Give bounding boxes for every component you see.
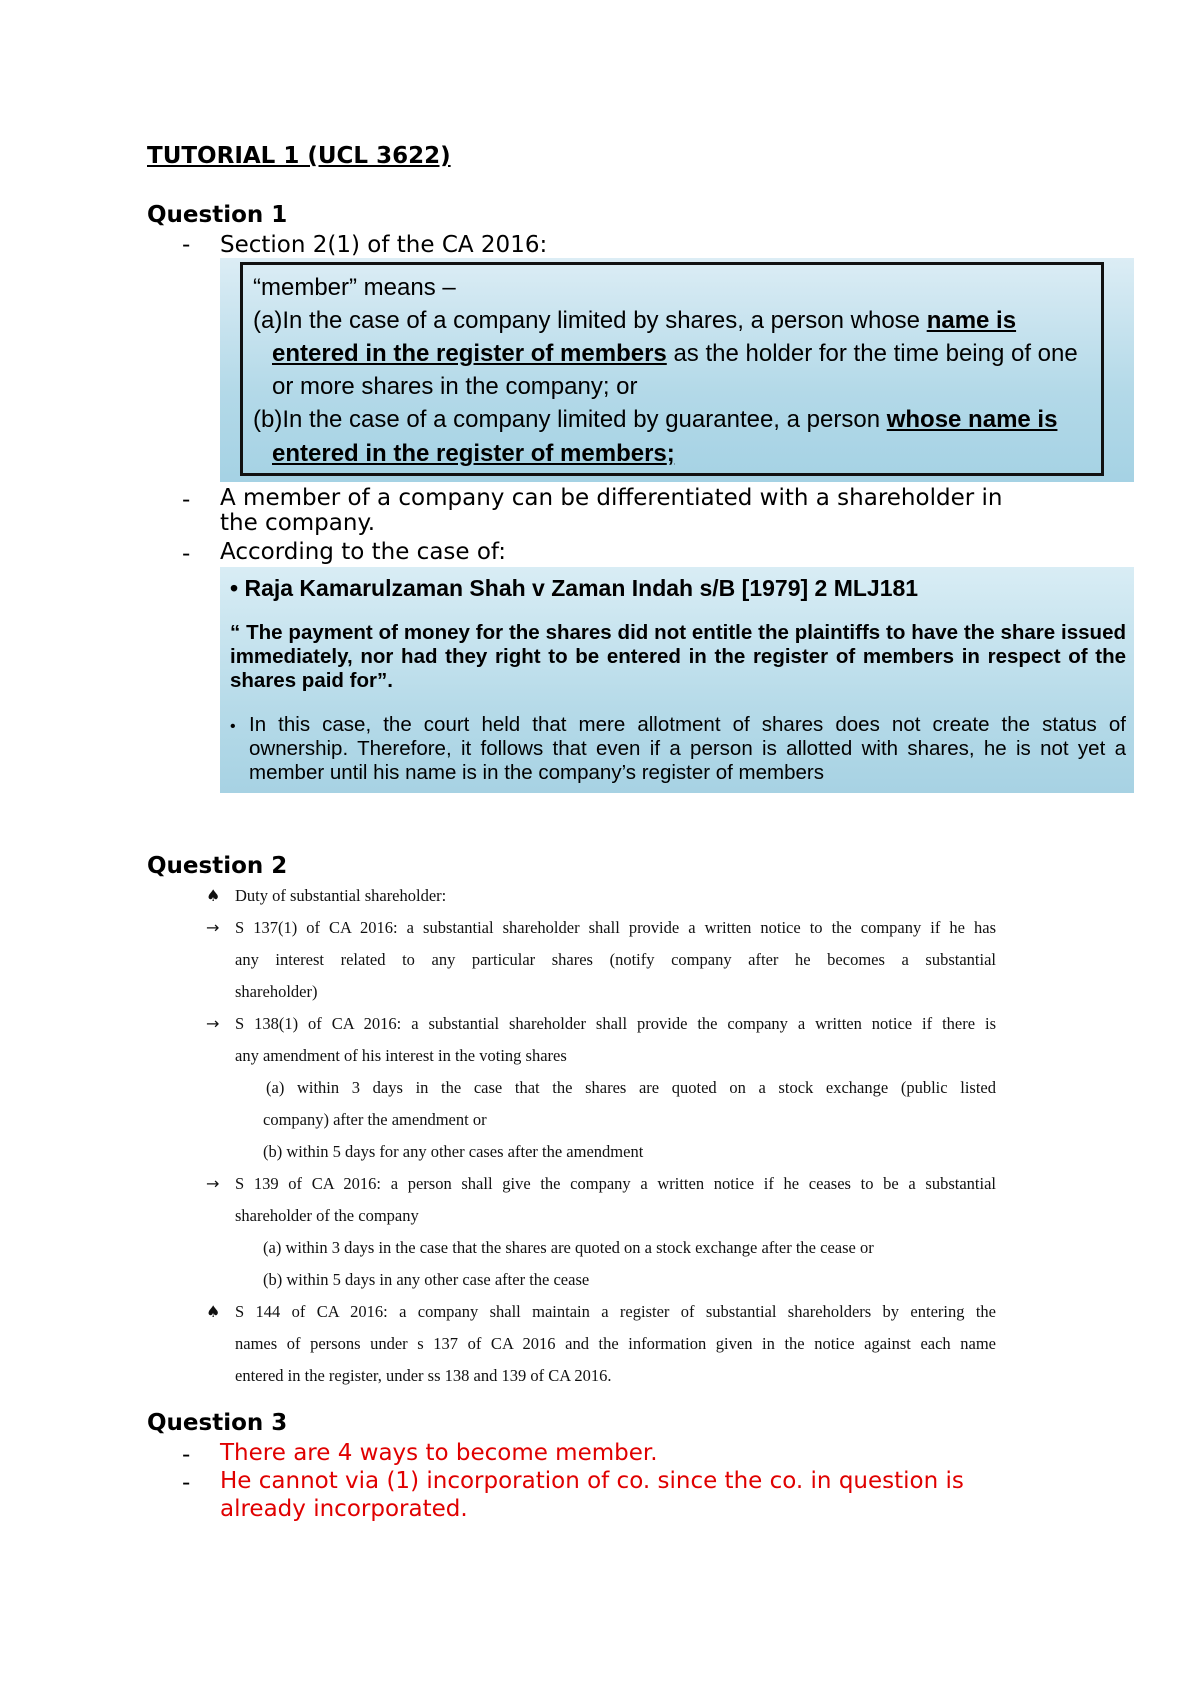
case-note: In this case, the court held that mere allotment of shares does not create the status of ownership. Therefore, it follows that even if a person is allotted with shares, he is not yet a member until his name is in the company’s register of members [249, 713, 1126, 784]
q3-bullet-incorporation [220, 1467, 964, 1524]
dash-marker: - [182, 541, 191, 567]
q1-bullet-case: According to the case of: [220, 539, 506, 565]
s144-line1: S 144 of CA 2016: a company shall maintain a register of substantial shareholders by entering the [235, 1302, 996, 1321]
spade-icon: ♠ [206, 1302, 221, 1321]
definition-b-emphasis: whose name is [886, 406, 1058, 433]
definition-b-label: (b) [253, 406, 283, 433]
definition-a-label: (a) [253, 307, 283, 334]
definition-b-line2 [272, 440, 675, 468]
definition-a-text: In the case of a company limited by shares, a person whose [282, 307, 927, 334]
s138-b: (b) within 5 days for any other cases after the amendment [263, 1142, 644, 1161]
s139-b: (b) within 5 days in any other case after the cease [263, 1270, 590, 1289]
question-2-heading: Question 2 [147, 853, 288, 879]
q3-bullet-incorporation-line1: He cannot via (1) incorporation of co. since the co. in question is [220, 1468, 964, 1494]
definition-a-emphasis: name is [926, 307, 1017, 334]
definition-b-text: In the case of a company limited by guarantee, a person [282, 406, 887, 433]
arrow-right-icon: → [206, 918, 220, 937]
case-citation: Raja Kamarulzaman Shah v Zaman Indah s/B [1979] 2 MLJ181 [244, 575, 919, 601]
s144-line2: names of persons under s 137 of CA 2016 and the information given in the notice against each name [235, 1334, 996, 1353]
question-1-heading: Question 1 [147, 202, 288, 228]
definition-a-text-2: as the holder for the time being of one [666, 340, 1078, 367]
definition-intro: “member” means – [253, 274, 456, 301]
definition-b-text-2: ; [666, 440, 675, 467]
s138-line1: S 138(1) of CA 2016: a substantial shareholder shall provide the company a written notice if there is [235, 1014, 996, 1033]
q3-bullet-ways: There are 4 ways to become member. [220, 1440, 658, 1466]
s144-line3: entered in the register, under ss 138 and 139 of CA 2016. [235, 1366, 612, 1385]
q1-bullet-section: Section 2(1) of the CA 2016: [220, 232, 548, 258]
dash-marker: - [182, 232, 191, 258]
definition-b-emphasis-2: entered in the register of members [272, 440, 667, 467]
spade-icon: ♠ [206, 886, 221, 905]
definition-a-line3: or more shares in the company; or [272, 373, 638, 400]
s139-line2: shareholder of the company [235, 1206, 419, 1225]
q1-bullet-differentiate [220, 484, 1002, 538]
s139-line1: S 139 of CA 2016: a person shall give the company a written notice if he ceases to be a substantial [235, 1174, 996, 1193]
dash-marker: - [182, 1470, 191, 1496]
definition-a-emphasis-2: entered in the register of members [272, 340, 667, 367]
duty-heading: Duty of substantial shareholder: [235, 886, 447, 905]
case-name [230, 576, 918, 600]
bullet-dot: • [230, 575, 239, 601]
q3-bullet-incorporation-line2: already incorporated. [220, 1496, 468, 1522]
arrow-right-icon: → [206, 1174, 220, 1193]
s137-line1: S 137(1) of CA 2016: a substantial shareholder shall provide a written notice to the company if he has [235, 918, 996, 937]
definition-a-line1 [253, 307, 1016, 335]
bullet-dot: • [230, 718, 236, 735]
s138-line2: any amendment of his interest in the voting shares [235, 1046, 567, 1065]
dash-marker: - [182, 487, 191, 513]
case-quote: “ The payment of money for the shares did not entitle the plaintiffs to have the share issued immediately, nor had they right to be entered in the register of members in respect of the shares paid for”. [230, 621, 1126, 692]
s137-line2: any interest related to any particular shares (notify company after he becomes a substantial [235, 950, 996, 969]
s137-line3: shareholder) [235, 982, 318, 1001]
definition-a-line2 [272, 340, 1078, 368]
q1-bullet-differentiate-line2: the company. [220, 510, 376, 536]
question-3-heading: Question 3 [147, 1410, 288, 1436]
definition-b-line1 [253, 406, 1057, 434]
page-title: TUTORIAL 1 (UCL 3622) [147, 143, 451, 169]
s138-a-line1: (a) within 3 days in the case that the shares are quoted on a stock exchange (public listed [266, 1078, 996, 1097]
s138-a-line2: company) after the amendment or [263, 1110, 487, 1129]
dash-marker: - [182, 1442, 191, 1468]
s139-a: (a) within 3 days in the case that the shares are quoted on a stock exchange after the cease or [263, 1238, 874, 1257]
arrow-right-icon: → [206, 1014, 220, 1033]
q1-bullet-differentiate-line1: A member of a company can be differentiated with a shareholder in [220, 485, 1003, 511]
